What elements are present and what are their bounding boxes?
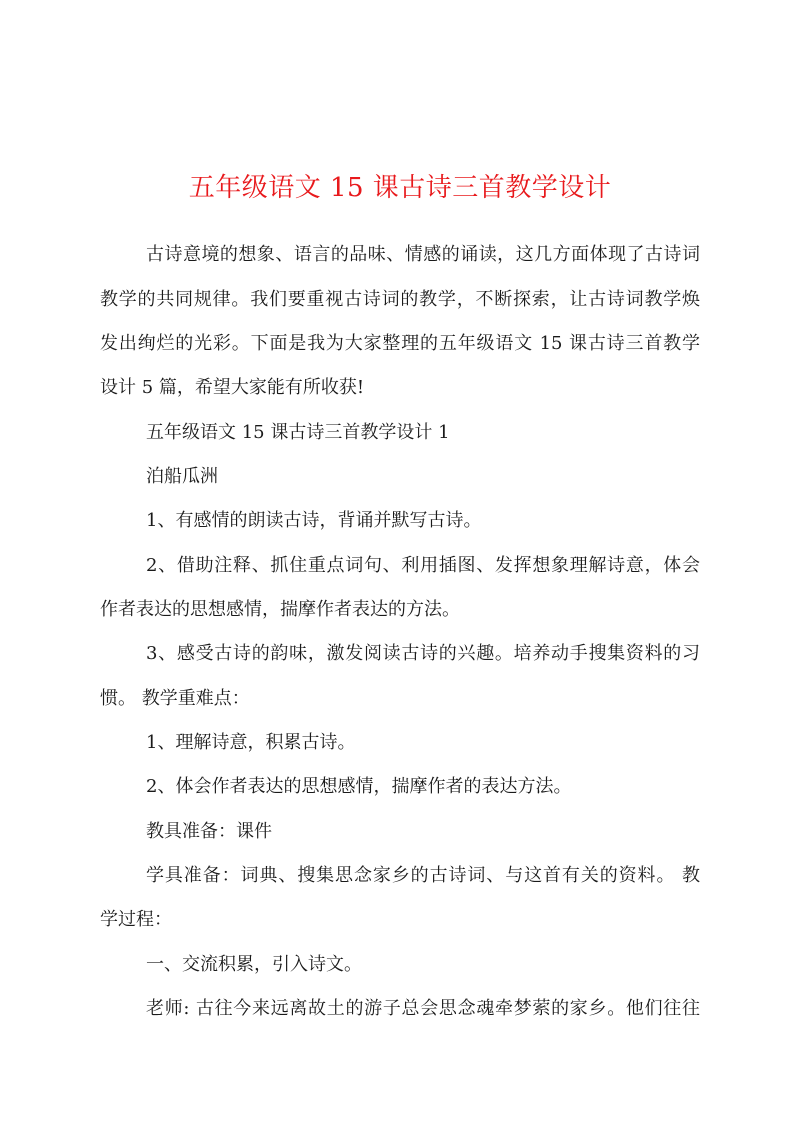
text-line: 老师: 古往今来远离故土的游子总会思念魂牵梦萦的家乡。他们往往 [146,998,700,1019]
poem-title: 泊船瓜洲 [146,466,218,487]
section-heading: 五年级语文 15 课古诗三首教学设计 1 [146,422,450,443]
text-line: 作者表达的思想感情，揣摩作者表达的方法。 [100,599,460,620]
teaching-aids: 教具准备：课件 [146,821,272,842]
text-line: 教学的共同规律。我们要重视古诗词的教学，不断探索，让古诗词教学焕 [100,289,700,310]
learning-aids: 学具准备：词典、搜集思念家乡的古诗词、与这首有关的资料。 教 [146,865,700,886]
text-line: 设计 5 篇，希望大家能有所收获! [100,377,365,398]
objective-item: 3、感受古诗的韵味，激发阅读古诗的兴趣。培养动手搜集资料的习 [146,643,700,664]
text-line: 发出绚烂的光彩。下面是我为大家整理的五年级语文 15 课古诗三首教学 [100,333,700,354]
objective-item: 1、有感情的朗读古诗，背诵并默写古诗。 [146,510,482,531]
document-title: 五年级语文 15 课古诗三首教学设计 [188,173,612,203]
key-point-item: 1、理解诗意，积累古诗。 [146,732,356,753]
text-line: 古诗意境的想象、语言的品味、情感的诵读，这几方面体现了古诗词 [146,244,700,265]
step-heading: 一、交流积累，引入诗文。 [146,954,362,975]
key-point-item: 2、体会作者表达的思想感情，揣摩作者的表达方法。 [146,776,572,797]
text-line: 惯。 教学重难点： [100,688,250,709]
text-line: 学过程： [100,909,172,930]
objective-item: 2、借助注释、抓住重点词句、利用插图、发挥想象理解诗意，体会 [146,555,700,576]
